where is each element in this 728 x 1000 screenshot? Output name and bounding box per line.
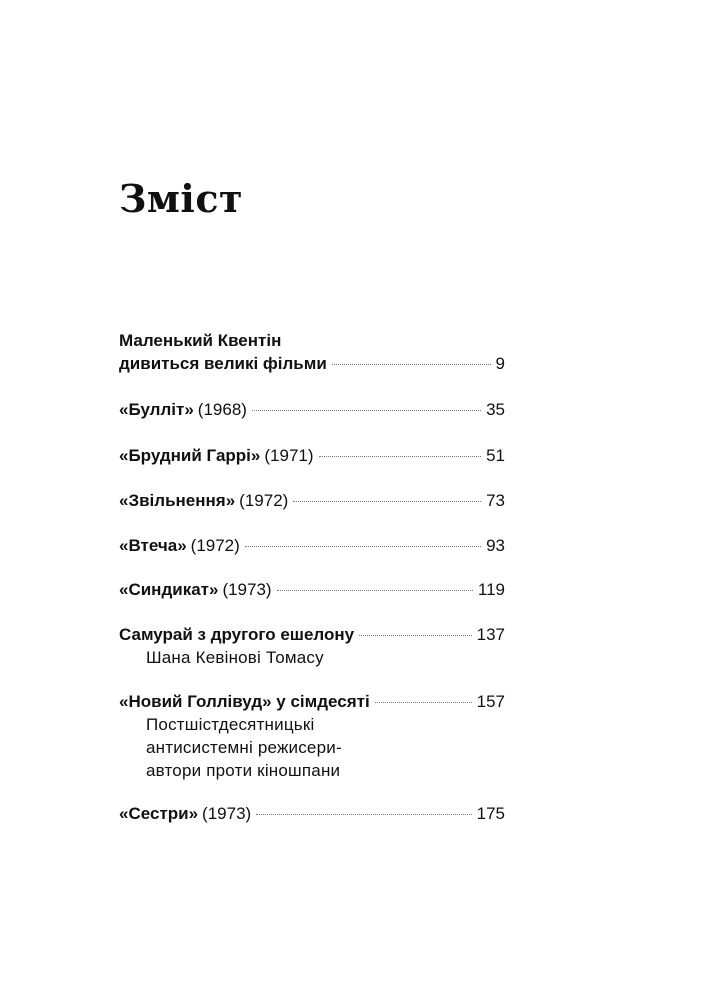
toc-entry-title-line — [119, 489, 505, 512]
toc-entry-title: «Звільнення» — [119, 491, 236, 510]
toc-entry-page: 9 — [495, 354, 505, 373]
toc-entry-title-line — [119, 690, 505, 713]
toc-entry-title: Самурай з другого ешелону — [119, 625, 355, 644]
dot-leader — [332, 364, 491, 365]
toc-entry-title: «Втеча» — [119, 536, 187, 555]
dot-leader — [319, 456, 482, 457]
toc-entry[interactable] — [119, 623, 505, 669]
dot-leader — [277, 590, 473, 591]
toc-entry[interactable] — [119, 398, 505, 421]
toc-entry-title: дивиться великі фільми — [119, 354, 327, 373]
dot-leader — [245, 546, 481, 547]
toc-entry[interactable] — [119, 444, 505, 467]
toc-entry-title-line — [119, 578, 505, 601]
toc-entry-title: «Синдикат» — [119, 580, 219, 599]
dot-leader — [375, 702, 472, 703]
toc-entry-title-line — [119, 444, 505, 467]
toc-entry-title-line — [119, 534, 505, 557]
toc-entry-page: 175 — [476, 804, 505, 823]
toc-entry-page: 51 — [486, 446, 505, 465]
toc-entry[interactable] — [119, 802, 505, 825]
toc-entry-title-line — [119, 398, 505, 421]
toc-entry-year: (1968) — [197, 400, 247, 419]
dot-leader — [359, 635, 472, 636]
dot-leader — [293, 501, 481, 502]
toc-entry[interactable] — [119, 489, 505, 512]
toc-entry-title: «Новий Голлівуд» у сімдесяті — [119, 692, 370, 711]
toc-entry-page: 119 — [477, 580, 505, 599]
page-title: Зміст — [119, 176, 244, 221]
toc-entry-title-line — [119, 623, 505, 646]
toc-entry-title: «Сестри» — [119, 804, 199, 823]
toc-entry-page: 157 — [476, 692, 505, 711]
toc-entry-title-line — [119, 329, 505, 352]
toc-entry-subtitle: Шана Кевінові Томасу — [146, 648, 324, 667]
toc-entry-title: «Булліт» — [119, 400, 194, 419]
toc-entry[interactable] — [119, 329, 505, 375]
toc-entry-year: (1972) — [190, 536, 240, 555]
toc-entry-page: 35 — [486, 400, 505, 419]
toc-entry-year: (1971) — [264, 446, 314, 465]
toc-entry-subtitle: антисистемні режисери- — [146, 738, 342, 757]
toc-entry-page: 137 — [476, 625, 505, 644]
dot-leader — [252, 410, 481, 411]
toc-entry-page: 93 — [486, 536, 505, 555]
toc-entry-year: (1973) — [222, 580, 272, 599]
toc-entry-subtitle: Постшістдесятницькі — [146, 715, 315, 734]
toc-entry-page: 73 — [486, 491, 505, 510]
toc-entry[interactable] — [119, 578, 505, 601]
toc-entry-title: «Брудний Гаррі» — [119, 446, 261, 465]
toc-entry[interactable] — [119, 534, 505, 557]
toc-entry-year: (1972) — [239, 491, 289, 510]
toc-entry-subtitle: автори проти кіношпани — [146, 761, 341, 780]
toc-entry-title-line — [119, 802, 505, 825]
toc-entry-year: (1973) — [202, 804, 252, 823]
toc-entry-title: Маленький Квентін — [119, 331, 282, 350]
toc-entry-title-line — [119, 352, 505, 375]
toc-entry[interactable] — [119, 690, 505, 782]
dot-leader — [256, 814, 471, 815]
